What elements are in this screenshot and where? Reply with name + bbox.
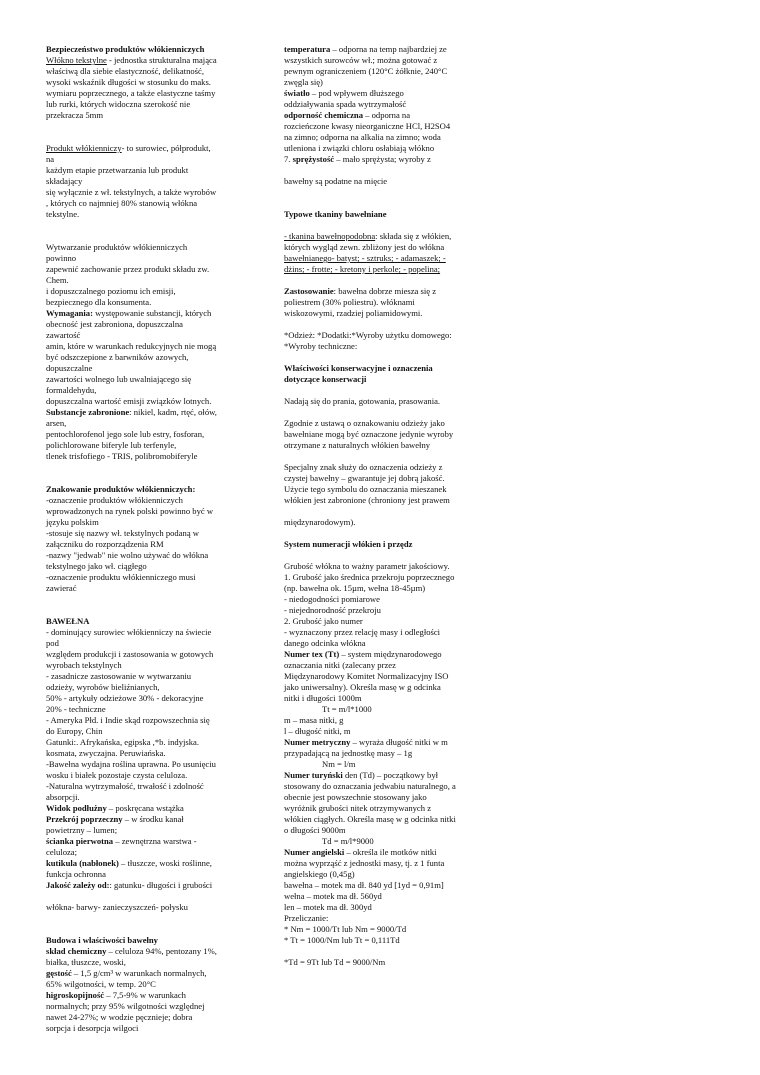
text-line: - niedogodności pomiarowe <box>284 594 380 604</box>
text-line: Nadają się do prania, gotowania, prasowania. <box>284 396 441 406</box>
left-column <box>46 44 268 1034</box>
text-line: języku polskim <box>46 517 99 527</box>
text-line: polichlorowane biferyle lub terfenyle, <box>46 440 177 450</box>
text-line: tekstylnego jako wł. ciągłego <box>46 561 147 571</box>
formula-metric: Nm = l/m <box>322 759 356 769</box>
text-line: zwęgla się) <box>284 77 323 87</box>
text-line: 65% wilgotności, w temp. 20°C <box>46 979 156 989</box>
text-line: wymiaru poprzecznego, a także elastyczne taśmy <box>46 88 216 98</box>
text-line: dopuszczalna wartość emisji związków lotnych. <box>46 396 212 406</box>
text-line: o długości 9000m <box>284 825 346 835</box>
text-line: (np. bawełna ok. 15µm, wełna 18-45µm) <box>284 583 426 593</box>
paragraph: Przekrój poprzeczny – w środku kanał <box>46 814 184 824</box>
text-line: *Wyroby techniczne: <box>284 341 358 351</box>
text-line: których wygląd zewn. zbliżony jest do włókna <box>284 242 445 252</box>
text-line: l – długość nitki, m <box>284 726 351 736</box>
paragraph: Numer turyński den (Td) – początkowy był <box>284 770 439 780</box>
text-line: Wytwarzanie produktów włókienniczych <box>46 242 188 252</box>
text-line: bawełna – motek ma dł. 840 yd [1yd = 0,91m] <box>284 880 444 890</box>
text-line: na <box>46 154 55 164</box>
text-line: Przeliczanie: <box>284 913 329 923</box>
section-title-numbering: System numeracji włókien i przędz <box>284 539 413 549</box>
text-line: międzynarodowym). <box>284 517 356 527</box>
paragraph: - tkanina bawełnopodobna: składa się z włókien, <box>284 231 452 241</box>
text-line: * Tt = 1000/Nm lub Tt = 0,111Td <box>284 935 400 945</box>
formula-tex: Tt = m/l*1000 <box>322 704 372 714</box>
term-cotton-like-fabric: - tkanina bawełnopodobna <box>284 231 376 241</box>
label-cross-section: Przekrój poprzeczny <box>46 814 123 824</box>
term-textile-product: Produkt włókienniczy <box>46 143 122 153</box>
text-line: wyrobach tekstylnych <box>46 660 122 670</box>
text-line: * Nm = 1000/Tt lub Nm = 9000/Td <box>284 924 407 934</box>
text-line: poliestrem (30% poliestru). włóknami <box>284 297 415 307</box>
text-line: pod <box>46 638 59 648</box>
text-line: normalnych; przy 95% wilgotności względnej <box>46 1001 205 1011</box>
text-line: Międzynarodowy Komitet Normalizacyjny ISO <box>284 671 449 681</box>
paragraph: Widok podłużny – poskręcana wstążka <box>46 803 184 813</box>
text-line: i dopuszczalnego poziomu ich emisji, <box>46 286 176 296</box>
text-line: -stosuje się nazwy wł. tekstylnych podaną w <box>46 528 199 538</box>
text-line: wyróżnik grubości nitek otrzymywanych z <box>284 803 432 813</box>
text-line: stosowany do oznaczania jedwabiu naturalnego, a <box>284 781 456 791</box>
text-line: Chem. <box>46 275 69 285</box>
paragraph: gęstość – 1,5 g/cm³ w warunkach normalnych, <box>46 968 207 978</box>
text-line: absorpcji. <box>46 792 80 802</box>
text-line: do Europy, Chin <box>46 726 103 736</box>
text-line: załączniku do rozporządzenia RM <box>46 539 164 549</box>
label-application: Zastosowanie <box>284 286 334 296</box>
label-requirements: Wymagania: <box>46 308 93 318</box>
paragraph: 7. sprężystość – mało sprężysta; wyroby z <box>284 154 431 164</box>
section-title-care-cont: dotyczące konserwacji <box>284 374 367 384</box>
text-line: zapewnić zachowanie przez produkt składu zw. <box>46 264 210 274</box>
text-line: danego odcinka włókna <box>284 638 366 648</box>
text-line: kosmata, zwyczajna. Peruwiańska. <box>46 748 166 758</box>
right-column <box>284 44 482 968</box>
paragraph: Numer tex (Tt) – system międzynarodowego <box>284 649 442 659</box>
section-title-structure: Budowa i właściwości bawełny <box>46 935 158 945</box>
section-title-care: Właściwości konserwacyjne i oznaczenia <box>284 363 433 373</box>
text-line: 2. Grubość jako numer <box>284 616 363 626</box>
text-line: utleniona i związki chloru osłabiają włókno <box>284 143 435 153</box>
text-line: bawełnianego- batyst; - sztruks; - adamaszek; - <box>284 253 446 263</box>
text-line: - niejednorodność przekroju <box>284 605 381 615</box>
paragraph: Numer metryczny – wyraża długość nitki w m <box>284 737 448 747</box>
text-line: się wyłącznie z wł. tekstylnych, a także wyrobów <box>46 187 217 197</box>
text-line: amin, które w warunkach redukcyjnych nie mogą <box>46 341 217 351</box>
text-line: tekstylne. <box>46 209 80 219</box>
label-chemical-composition: skład chemiczny <box>46 946 107 956</box>
text-line: Specjalny znak służy do oznaczenia odzieży z <box>284 462 443 472</box>
label-denier-number: Numer turyński <box>284 770 343 780</box>
text-line: pewnym ograniczeniem (120°C żółknie, 240°C <box>284 66 448 76</box>
text-line: rozcieńczone kwasy nieorganiczne HCl, H2SO4 <box>284 121 451 131</box>
text-line: - wyznaczony przez relację masy i odległości <box>284 627 441 637</box>
text-line: względem produkcji i zastosowania w gotowych <box>46 649 214 659</box>
text-line: przekracza 5mm <box>46 110 104 120</box>
text-line: Zgodnie z ustawą o oznakowaniu odzieży jako <box>284 418 445 428</box>
label-banned-substances: Substancje zabronione <box>46 407 130 417</box>
text-line: m – masa nitki, g <box>284 715 344 725</box>
text-line: -nazwy "jedwab" nie wolno używać do włókna <box>46 550 209 560</box>
paragraph: ścianka pierwotna – zewnętrzna warstwa - <box>46 836 197 846</box>
text-line: jako uniwersalny). Określa masę w g odcinka <box>284 682 441 692</box>
section-title-cotton: BAWEŁNA <box>46 616 90 626</box>
text-line: tlenek trisfofiego - TRIS, polibromobiferyle <box>46 451 198 461</box>
text-line: 1. Grubość jako średnica przekroju poprzecznego <box>284 572 455 582</box>
text-line: -oznaczenie produktów włókienniczych <box>46 495 183 505</box>
text-line: każdym etapie przetwarzania lub produkt <box>46 165 189 175</box>
text-line: nawet 24-27%; w wodzie pęcznieje; dobra <box>46 1012 193 1022</box>
label-light: światło <box>284 88 310 98</box>
text-line: białka, tłuszcze, woski, <box>46 957 126 967</box>
paragraph: odporność chemiczna – odporna na <box>284 110 411 120</box>
text-line: , których co najmniej 80% stanowią włókna <box>46 198 198 208</box>
text-line: celuloza; <box>46 847 78 857</box>
label-density: gęstość <box>46 968 72 978</box>
text-line: len – motek ma dł. 300yd <box>284 902 372 912</box>
text-line: wysoki wskaźnik długości w stosunku do maks. <box>46 77 211 87</box>
text-line: pentochlorofenol jego sole lub estry, fosforan, <box>46 429 205 439</box>
text-line: Grubość włókna to ważny parametr jakościowy. <box>284 561 450 571</box>
text-line: włókna- barwy- zanieczyszczeń- połysku <box>46 902 188 912</box>
text-line: czystej bawełny – gwarantuje jej dobrą jakość. <box>284 473 445 483</box>
text-line: -Bawełna wydajna roślina uprawna. Po usunięciu <box>46 759 216 769</box>
text-line: zawartości wolnego lub uwalniającego się <box>46 374 192 384</box>
paragraph: kutikula (nabłonek) – tłuszcze, woski roślinne, <box>46 858 212 868</box>
paragraph: temperatura – odporna na temp najbardziej ze <box>284 44 447 54</box>
text-line: włókien jest zabronione (chroniony jest prawem <box>284 495 450 505</box>
text-line: wełna – motek ma dł. 560yd <box>284 891 382 901</box>
text-line: dopuszczalne <box>46 363 93 373</box>
section-title-safety: Bezpieczeństwo produktów włókienniczych <box>46 44 205 54</box>
paragraph: skład chemiczny – celuloza 94%, pentozany 1%, <box>46 946 217 956</box>
text-line: bezpiecznego dla konsumenta. <box>46 297 152 307</box>
text-line: lub rurki, których widoczna szerokość nie <box>46 99 191 109</box>
label-english-number: Numer angielski <box>284 847 345 857</box>
term-textile-fiber: Włókno tekstylne <box>46 55 107 65</box>
text-line: bawełniane mogą być oznaczone jedynie wyroby <box>284 429 454 439</box>
text-line: nitki i długości 1000m <box>284 693 362 703</box>
paragraph: Produkt włókienniczy- to surowiec, półprodukt, <box>46 143 211 153</box>
paragraph: Substancje zabronione: nikiel, kadm, rtęć, ołów, <box>46 407 217 417</box>
text-line: odzieży, wyrobów bieliźnianych, <box>46 682 160 692</box>
paragraph: Włókno tekstylne - jednostka strukturalna mająca <box>46 55 217 65</box>
text-line: oznaczania nitki (zalecany przez <box>284 660 396 670</box>
section-title-fabrics: Typowe tkaniny bawełniane <box>284 209 387 219</box>
text-line: powietrzny – lumen; <box>46 825 118 835</box>
text-line: obecnie jest powszechnie stosowany jako <box>284 792 427 802</box>
text-line: na zimno; odporna na alkalia na zimno; woda <box>284 132 441 142</box>
text-line: składający <box>46 176 83 186</box>
paragraph: światło – pod wpływem dłuższego <box>284 88 404 98</box>
text-line: 50% - artykuły odzieżowe 30% - dekoracyjne <box>46 693 204 703</box>
paragraph: Zastosowanie: bawełna dobrze miesza się z <box>284 286 437 296</box>
text-line: można wyprząść z jednostki masy, tj. z 1 funta <box>284 858 445 868</box>
text-line: wosku i białek pozostaje czysta celuloza. <box>46 770 188 780</box>
text-line: formaldehydu, <box>46 385 97 395</box>
text-line: wiskozowymi, rzadziej poliamidowymi. <box>284 308 423 318</box>
text-line: dżins; - frotte; - kretony i perkole; - popelina; <box>284 264 441 274</box>
label-cuticle: kutikula (nabłonek) <box>46 858 119 868</box>
label-quality: Jakość zależy od: <box>46 880 110 890</box>
label-longitudinal-view: Widok podłużny <box>46 803 107 813</box>
formula-denier: Td = m/l*9000 <box>322 836 374 846</box>
text-line: wprowadzonych na rynek polski powinno być w <box>46 506 214 516</box>
text-line: zawartość <box>46 330 81 340</box>
text-line: 20% - techniczne <box>46 704 106 714</box>
text-line: arsen, <box>46 418 67 428</box>
text-line: przypadającą na jednostkę masy – 1g <box>284 748 413 758</box>
text-line: funkcja ochronna <box>46 869 106 879</box>
label-primary-wall: ścianka pierwotna <box>46 836 114 846</box>
label-tex-number: Numer tex (Tt) <box>284 649 340 659</box>
label-chemical-resistance: odporność chemiczna <box>284 110 364 120</box>
text-line: angielskiego (0,45g) <box>284 869 355 879</box>
text-line: bawełny są podatne na mięcie <box>284 176 388 186</box>
text-line: -oznaczenie produktu włókienniczego musi <box>46 572 196 582</box>
text-line: otrzymane z naturalnych włókien bawełny <box>284 440 431 450</box>
text-line: - zasadnicze zastosowanie w wytwarzaniu <box>46 671 192 681</box>
paragraph: Jakość zależy od:: gatunku- długości i grubości <box>46 880 213 890</box>
paragraph: Numer angielski – określa ile motków nitki <box>284 847 437 857</box>
text-line: Użycie tego symbolu do oznaczania mieszanek <box>284 484 447 494</box>
section-title-labeling: Znakowanie produktów włókienniczych: <box>46 484 196 494</box>
text-line: -Naturalna wytrzymałość, trwałość i zdolność <box>46 781 204 791</box>
text-line: wszystkich surowców wł.; można gotować z <box>284 55 438 65</box>
text-line: *Odzież: *Dodatki:*Wyroby użytku domowego: <box>284 330 452 340</box>
label-temperature: temperatura <box>284 44 331 54</box>
label-hygroscopicity: higroskopijność <box>46 990 105 1000</box>
text-line: sorpcja i desorpcja wilgoci <box>46 1023 139 1033</box>
paragraph: Wymagania: występowanie substancji, których <box>46 308 212 318</box>
text-line: włókien ciągłych. Określa masę w g odcinka nitki <box>284 814 456 824</box>
text-line: - Ameryka Płd. i Indie skąd rozpowszechnia się <box>46 715 210 725</box>
text-line: Gatunki:. Afrykańska, egipska ,*b. indyjska. <box>46 737 199 747</box>
label-metric-number: Numer metryczny <box>284 737 351 747</box>
text-line: zawierać <box>46 583 77 593</box>
text-line: oddziaływania spada wytrzymałość <box>284 99 407 109</box>
text-line: *Td = 9Tt lub Td = 9000/Nm <box>284 957 386 967</box>
text-line: właściwą dla siebie elastyczność, delikatność, <box>46 66 204 76</box>
text-line: obecność jest zabroniona, dopuszczalna <box>46 319 183 329</box>
text-line: powinno <box>46 253 77 263</box>
text-line: - dominujący surowiec włókienniczy na świecie <box>46 627 212 637</box>
text-line: być odszczepione z barwników azowych, <box>46 352 189 362</box>
paragraph: higroskopijność – 7,5-9% w warunkach <box>46 990 186 1000</box>
label-elasticity: sprężystość <box>292 154 335 164</box>
